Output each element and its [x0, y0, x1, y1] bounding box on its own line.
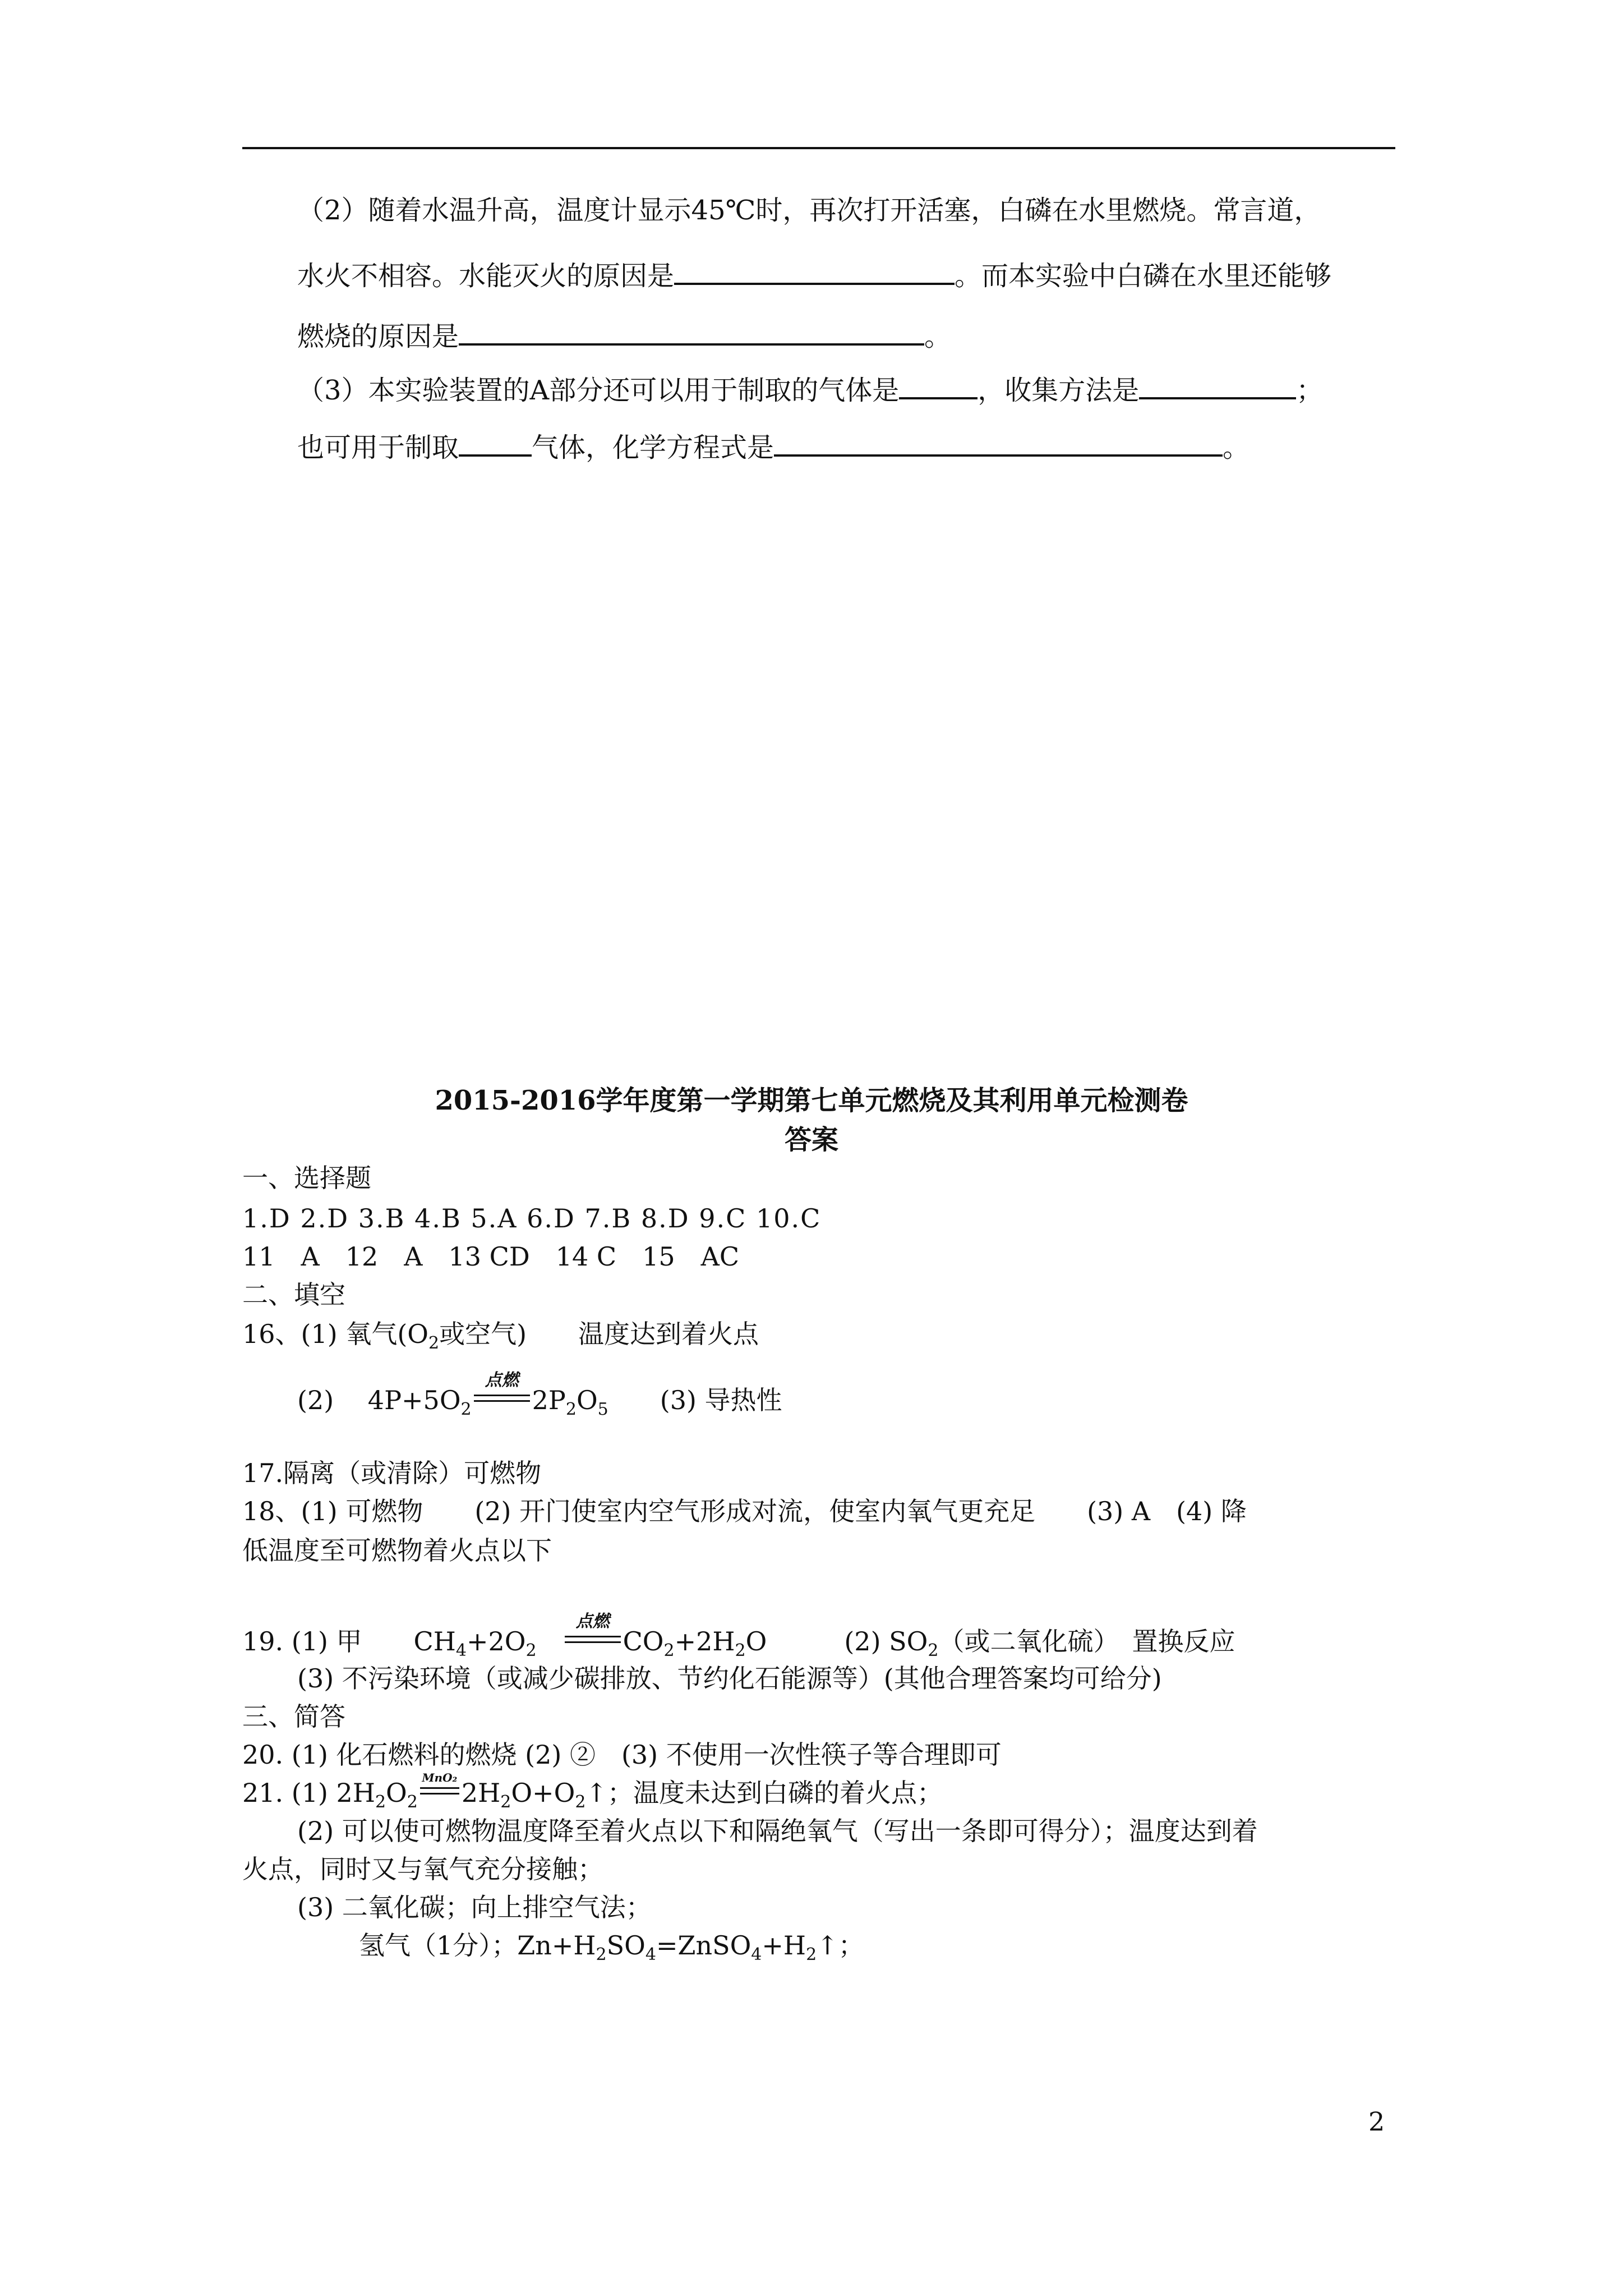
subscript: 2	[735, 1641, 746, 1660]
question-3-line-2	[297, 425, 1396, 467]
answer-text: 16、(1) 氧气(O	[242, 1319, 428, 1349]
condition-label: 点燃	[575, 1612, 610, 1631]
question-text: 。而本实验中白磷在水里还能够	[955, 260, 1332, 292]
answer-text: 2H	[461, 1778, 501, 1808]
subscript: 2	[407, 1792, 418, 1812]
answer-blank	[1139, 368, 1296, 399]
subscript: 2	[596, 1945, 607, 1964]
subscript: 5	[597, 1400, 608, 1419]
question-2-line-2	[297, 254, 1396, 296]
answer-text: 4P+5O	[367, 1385, 461, 1415]
answer-21-part-2-line-1: (2) 可以使可燃物温度降至着火点以下和隔绝氧气（写出一条即可得分）；温度达到着	[297, 1816, 1258, 1846]
answer-row-1: 1.D 2.D 3.B 4.B 5.A 6.D 7.B 8.D 9.C 10.C	[242, 1203, 822, 1234]
answer-blank	[899, 368, 978, 399]
answer-text: (2)	[297, 1385, 334, 1415]
answer-row-2: 11 A 12 A 13 CD 14 C 15 AC	[242, 1241, 740, 1272]
question-text: （2）随着水温升高，温度计显示45℃时，再次打开活塞，白磷在水里燃烧。常言道，	[297, 195, 1321, 226]
answer-text: O	[576, 1385, 598, 1415]
condition-label: MnO₂	[422, 1771, 458, 1784]
answer-text: ↑；	[817, 1930, 864, 1961]
answer-text: ↑；温度未达到白磷的着火点；	[585, 1778, 943, 1808]
question-2-line-1	[297, 191, 1396, 230]
header-rule	[242, 147, 1395, 149]
answer-text: 19. (1) 甲 CH	[242, 1626, 456, 1657]
question-text: 气体，化学方程式是	[532, 432, 774, 463]
page-number: 2	[1368, 2106, 1385, 2137]
subscript: 2	[428, 1333, 440, 1353]
answer-blank	[459, 314, 924, 346]
subscript: 2	[525, 1641, 537, 1660]
question-text: ，收集方法是	[978, 375, 1140, 406]
answer-text: SO	[606, 1930, 645, 1961]
answer-text: +H	[762, 1930, 806, 1961]
question-2-line-3	[297, 314, 1396, 356]
subscript: 2	[806, 1945, 817, 1964]
answer-21-part-2-line-2: 火点，同时又与氧气充分接触；	[242, 1854, 603, 1884]
answer-text: CO	[623, 1626, 664, 1657]
subscript: 2	[460, 1400, 472, 1419]
question-text: （3）本实验装置的A部分还可以用于制取的气体是	[297, 375, 900, 406]
answer-text: O	[386, 1778, 407, 1808]
section-heading-fill: 二、填空	[242, 1280, 345, 1310]
answer-21-part-3-line-2	[359, 1927, 864, 1963]
answer-20: 20. (1) 化石燃料的燃烧 (2) ② (3) 不使用一次性筷子等合理即可	[242, 1740, 1002, 1770]
subscript: 2	[565, 1400, 577, 1419]
reaction-condition	[565, 1612, 621, 1649]
subscript: 2	[375, 1792, 386, 1812]
answer-text: 2P	[532, 1385, 566, 1415]
answer-text: 氢气（1分）；Zn+H	[359, 1930, 596, 1961]
section-heading-choice: 一、选择题	[242, 1163, 371, 1193]
answer-text: 或空气) 温度达到着火点	[439, 1319, 759, 1349]
answer-text: =ZnSO	[656, 1930, 751, 1961]
answer-18-line-2: 低温度至可燃物着火点以下	[242, 1535, 552, 1566]
answer-key-title: 2015-2016学年度第一学期第七单元燃烧及其利用单元检测卷	[435, 1085, 1188, 1116]
answer-blank	[774, 425, 1223, 457]
question-text: 。	[1223, 432, 1250, 463]
question-text: 水火不相容。水能灭火的原因是	[297, 260, 675, 292]
answer-blank	[674, 254, 955, 285]
answer-text: +2H	[674, 1626, 735, 1657]
reaction-condition	[420, 1771, 459, 1801]
answer-text: (3) 导热性	[660, 1385, 782, 1415]
answer-19-line-2: (3) 不污染环境（或减少碳排放、节约化石能源等）(其他合理答案均可给分)	[297, 1663, 1162, 1694]
answer-16-part-1	[242, 1316, 759, 1352]
answer-blank	[459, 425, 532, 457]
question-text: 也可用于制取	[297, 432, 459, 463]
answer-19-line-1	[242, 1612, 1235, 1660]
answer-text: O+O	[511, 1778, 575, 1808]
answer-17: 17.隔离（或清除）可燃物	[242, 1458, 542, 1488]
question-text: 燃烧的原因是	[297, 321, 459, 352]
answer-key-subtitle: 答案	[784, 1124, 838, 1156]
subscript: 2	[500, 1792, 511, 1812]
condition-label: 点燃	[485, 1370, 519, 1390]
question-3-line-1	[297, 368, 1396, 410]
answer-21-part-1	[242, 1771, 943, 1812]
answer-text: O (2) SO	[745, 1626, 928, 1657]
answer-16-part-2	[297, 1370, 782, 1419]
answer-21-part-3-line-1: (3) 二氧化碳；向上排空气法；	[297, 1892, 652, 1922]
answer-text: +2O	[466, 1626, 526, 1657]
subscript: 4	[455, 1641, 467, 1660]
answer-18-line-1: 18、(1) 可燃物 (2) 开门使室内空气形成对流，使室内氧气更充足 (3) A (4) 降	[242, 1496, 1247, 1526]
subscript: 2	[663, 1641, 675, 1660]
question-text: 。	[924, 321, 952, 352]
subscript: 2	[575, 1792, 586, 1812]
reaction-condition	[474, 1370, 530, 1408]
subscript: 4	[645, 1945, 656, 1964]
subscript: 4	[751, 1945, 762, 1964]
subscript: 2	[928, 1641, 939, 1660]
section-heading-short-answer: 三、简答	[242, 1701, 345, 1732]
answer-text: （或二氧化硫） 置换反应	[938, 1626, 1235, 1657]
answer-text: 21. (1) 2H	[242, 1778, 375, 1808]
question-text: ；	[1296, 375, 1324, 406]
